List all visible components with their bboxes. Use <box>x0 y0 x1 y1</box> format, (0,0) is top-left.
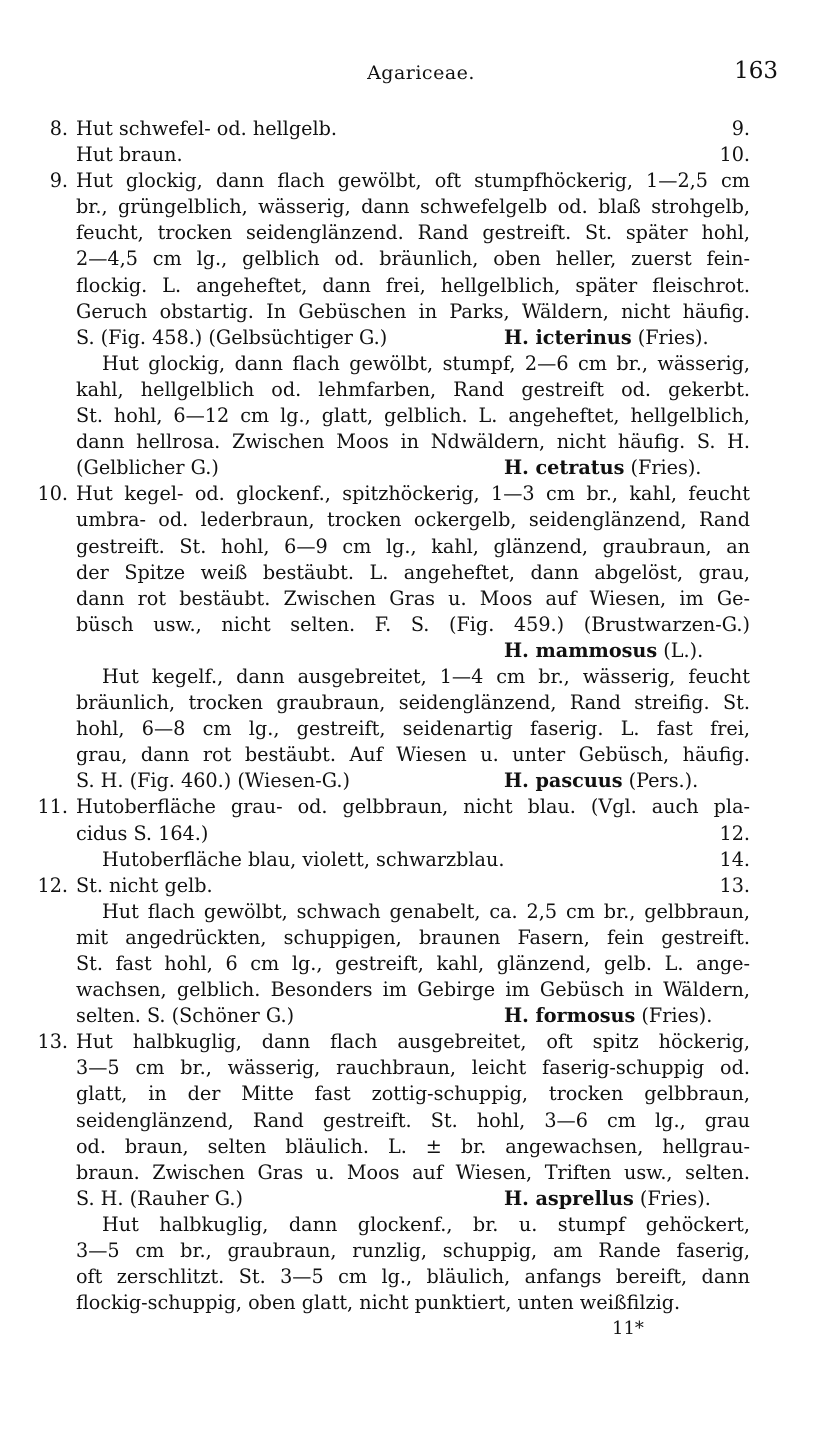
species-name <box>504 768 698 794</box>
line-text: bräunlich, trocken graubraun, seidenglänzend, Rand streifig. St. <box>76 691 750 715</box>
line-text: gestreift. St. hohl, 6—9 cm lg., kahl, glänzend, graubraun, an <box>76 534 750 558</box>
text-line <box>32 1003 782 1029</box>
text-line <box>32 899 782 925</box>
text-line <box>32 1108 782 1134</box>
text-line <box>32 690 782 716</box>
text-line <box>32 847 782 873</box>
line-text: S. H. (Rauher G.) <box>76 1186 243 1210</box>
line-text: Hut kegelf., dann ausgebreitet, 1—4 cm br., wässerig, feucht <box>102 664 750 688</box>
line-text: der Spitze weiß bestäubt. L. angeheftet, dann abgelöst, grau, <box>76 560 750 584</box>
line-text: Hut braun. <box>76 143 183 167</box>
species-name <box>504 638 703 664</box>
lead-number: 14. <box>719 847 750 871</box>
key-number: 9. <box>49 169 68 193</box>
line-text: Hut glockig, dann flach gewölbt, oft stumpfhöckerig, 1—2,5 cm <box>76 169 750 193</box>
text-line <box>32 299 782 325</box>
text-line <box>32 560 782 586</box>
key-number: 10. <box>37 482 68 506</box>
key-number: 11. <box>37 795 68 819</box>
text-line <box>32 351 782 377</box>
text-line <box>32 273 782 299</box>
text-line <box>32 403 782 429</box>
species-author: (Fries). <box>637 325 709 349</box>
line-text: 3—5 cm br., wässerig, rauchbraun, leicht faserig-schuppig od. <box>76 1056 750 1080</box>
line-text: Geruch obstartig. In Gebüschen in Parks, Wäldern, nicht häufig. <box>76 299 750 323</box>
line-text: Hut schwefel- od. hellgelb. <box>76 117 337 140</box>
line-text: 2—4,5 cm lg., gelblich od. bräunlich, oben heller, zuerst fein- <box>76 247 750 271</box>
text-line <box>32 377 782 403</box>
text-line <box>32 821 782 847</box>
signature-mark: 11* <box>612 1318 644 1339</box>
line-text: oft zerschlitzt. St. 3—5 cm lg., bläulich, anfangs bereift, dann <box>76 1265 750 1289</box>
text-line <box>32 586 782 612</box>
text-line <box>32 455 782 481</box>
line-text: br., grüngelblich, wässerig, dann schwefelgelb od. blaß strohgelb, <box>76 195 750 219</box>
line-text: glatt, in der Mitte fast zottig-schuppig, trocken gelbbraun, <box>76 1082 750 1106</box>
species-author: (Fries). <box>639 1186 711 1210</box>
line-text: selten. S. (Schöner G.) <box>76 1004 295 1028</box>
line-text: St. fast hohl, 6 cm lg., gestreift, kahl, glänzend, gelb. L. ange- <box>76 952 750 975</box>
species-binomial: H. mammosus <box>504 638 658 662</box>
text-line <box>32 481 782 507</box>
line-text: 3—5 cm br., graubraun, runzlig, schuppig, am Rande faserig, <box>76 1239 750 1263</box>
text-line <box>32 742 782 768</box>
line-text: braun. Zwischen Gras u. Moos auf Wiesen, Triften usw., selten. <box>76 1160 750 1184</box>
lead-number: 13. <box>719 873 750 897</box>
key-number: 13. <box>37 1030 68 1054</box>
text-line <box>32 716 782 742</box>
line-text: büsch usw., nicht selten. F. S. (Fig. 459.) (Brustwarzen-G.) <box>76 612 750 636</box>
text-line <box>32 1134 782 1160</box>
text-line <box>32 925 782 951</box>
text-line <box>32 873 782 899</box>
text-line <box>32 1290 782 1316</box>
text-line <box>32 951 782 977</box>
text-line <box>32 768 782 794</box>
text-line <box>32 1160 782 1186</box>
line-text: St. hohl, 6—12 cm lg., glatt, gelblich. L. angeheftet, hellgelblich, <box>76 404 750 428</box>
text-line <box>32 977 782 1003</box>
line-text: Hut glockig, dann flach gewölbt, stumpf, 2—6 cm br., wässerig, <box>102 351 750 375</box>
text-line <box>32 794 782 820</box>
text-line <box>32 638 782 664</box>
running-title: Agariceae. <box>367 62 475 84</box>
line-text: dann rot bestäubt. Zwischen Gras u. Moos auf Wiesen, im Ge- <box>76 586 750 610</box>
lead-number: 9. <box>731 117 750 140</box>
species-author: (Fries). <box>630 456 702 480</box>
line-text: wachsen, gelblich. Besonders im Gebirge im Gebüsch in Wäldern, <box>76 978 750 1002</box>
species-author: (Pers.). <box>628 769 699 793</box>
text-line <box>32 664 782 690</box>
text-line <box>32 116 782 142</box>
key-number: 12. <box>37 873 68 897</box>
text-line <box>32 194 782 220</box>
species-binomial: H. icterinus <box>504 325 632 349</box>
species-binomial: H. pascuus <box>504 769 623 793</box>
line-text: mit angedrückten, schuppigen, braunen Fasern, fein gestreift. <box>76 925 750 949</box>
page-header <box>64 58 778 88</box>
line-text: od. braun, selten bläulich. L. ± br. angewachsen, hellgrau- <box>76 1134 750 1158</box>
text-line <box>32 168 782 194</box>
text-line <box>32 1212 782 1238</box>
line-text: flockig. L. angeheftet, dann frei, hellgelblich, später fleischrot. <box>76 273 750 297</box>
text-line <box>32 1081 782 1107</box>
lead-number: 10. <box>719 143 750 167</box>
text-line <box>32 142 782 168</box>
text-line <box>32 246 782 272</box>
text-line <box>32 220 782 246</box>
key-text <box>32 116 782 1316</box>
species-name <box>504 1186 711 1212</box>
text-line <box>32 612 782 638</box>
text-line <box>32 1238 782 1264</box>
line-text: kahl, hellgelblich od. lehmfarben, Rand gestreift od. gekerbt. <box>76 377 750 401</box>
text-line <box>32 429 782 455</box>
line-text: cidus S. 164.) <box>76 821 209 845</box>
species-binomial: H. asprellus <box>504 1186 634 1210</box>
text-line <box>32 1055 782 1081</box>
line-text: grau, dann rot bestäubt. Auf Wiesen u. unter Gebüsch, häufig. <box>76 743 750 767</box>
line-text: S. H. (Fig. 460.) (Wiesen-G.) <box>76 769 350 793</box>
line-text: Hut kegel- od. glockenf., spitzhöckerig, 1—3 cm br., kahl, feucht <box>76 482 750 506</box>
page-number: 163 <box>734 58 778 84</box>
text-line <box>32 325 782 351</box>
line-text: flockig-schuppig, oben glatt, nicht punktiert, unten weißfilzig. <box>76 1291 681 1315</box>
species-author: (L.). <box>663 638 704 662</box>
species-name <box>504 325 709 351</box>
line-text: St. nicht gelb. <box>76 873 213 897</box>
text-line <box>32 1029 782 1055</box>
species-author: (Fries). <box>641 1004 713 1028</box>
text-line <box>32 1186 782 1212</box>
species-binomial: H. formosus <box>504 1004 636 1028</box>
species-binomial: H. cetratus <box>504 456 625 480</box>
key-number: 8. <box>49 117 68 140</box>
line-text: feucht, trocken seidenglänzend. Rand gestreift. St. später hohl, <box>76 221 750 245</box>
text-line <box>32 534 782 560</box>
text-line <box>32 1264 782 1290</box>
species-name <box>504 455 701 481</box>
line-text: hohl, 6—8 cm lg., gestreift, seidenartig faserig. L. fast frei, <box>76 717 750 741</box>
line-text: Hutoberfläche blau, violett, schwarzblau. <box>102 847 505 871</box>
line-text: Hut flach gewölbt, schwach genabelt, ca. 2,5 cm br., gelbbraun, <box>102 899 750 923</box>
line-text: umbra- od. lederbraun, trocken ockergelb, seidenglänzend, Rand <box>76 508 750 532</box>
line-text: S. (Fig. 458.) (Gelbsüchtiger G.) <box>76 325 388 349</box>
line-text: Hut halbkuglig, dann flach ausgebreitet, oft spitz höckerig, <box>76 1030 750 1054</box>
line-text: Hut halbkuglig, dann glockenf., br. u. stumpf gehöckert, <box>102 1212 750 1236</box>
line-text: Hutoberfläche grau- od. gelbbraun, nicht blau. (Vgl. auch pla- <box>76 795 750 819</box>
line-text: dann hellrosa. Zwischen Moos in Ndwäldern, nicht häufig. S. H. <box>76 430 750 454</box>
line-text: seidenglänzend, Rand gestreift. St. hohl, 3—6 cm lg., grau <box>76 1108 750 1132</box>
line-text: (Gelblicher G.) <box>76 456 219 480</box>
lead-number: 12. <box>719 821 750 845</box>
species-name <box>504 1003 712 1029</box>
text-line <box>32 507 782 533</box>
